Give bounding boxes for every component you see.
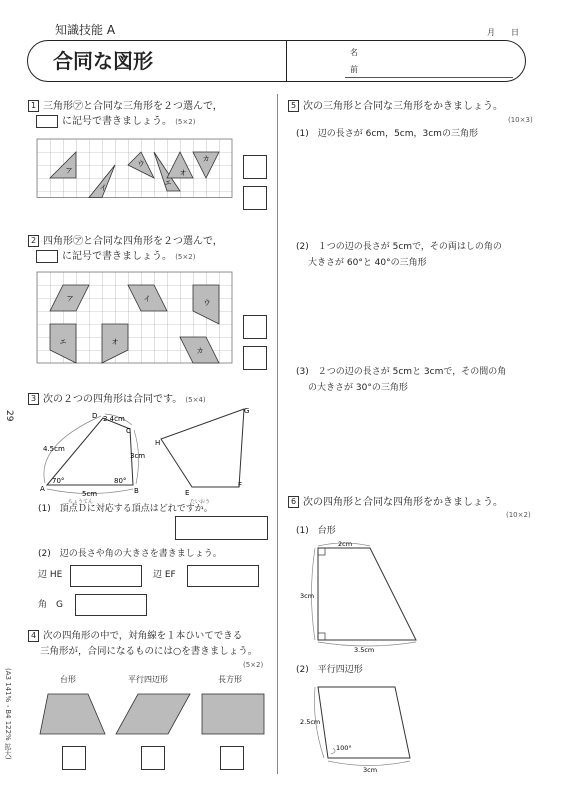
q2-label-f: カ — [196, 347, 204, 355]
q6-number: 6 — [288, 496, 299, 508]
q1-label-e: オ — [179, 169, 187, 177]
q6-para-side-len: 2.5cm — [300, 718, 321, 726]
q3-len-cb: 3cm — [130, 452, 146, 460]
q3-ruby-chou: ちょうてん — [68, 499, 94, 505]
q3-g-answer[interactable] — [75, 594, 147, 616]
q2-label-e: オ — [111, 338, 119, 346]
q3-ang-a: 70° — [52, 477, 65, 485]
q6-points: (10×2) — [506, 511, 531, 519]
q5-sub3-line1: (3) ２つの辺の長さが 5cmと 3cmで，その間の角 — [296, 367, 507, 377]
page-title: 合同な図形 — [53, 49, 153, 73]
q3-len-ad: 4.5cm — [43, 445, 65, 453]
q3-sub1-answer[interactable] — [175, 516, 268, 540]
q3-figure — [30, 405, 280, 500]
q5-sub1: (1) 辺の長さが 6cm，5cm，3cmの三角形 — [296, 129, 478, 139]
q3-label-d: D — [92, 412, 98, 420]
q6-right-angle-top — [318, 548, 325, 555]
q3-he-label: 辺 HE — [38, 570, 63, 580]
q3-len-dc: 2.4cm — [103, 415, 125, 423]
q5-text: 5 次の三角形と合同な三角形をかきましょう。 — [288, 100, 503, 112]
q1-label-a: ア — [65, 167, 73, 175]
q2-grid-figure — [37, 272, 232, 367]
q5-sub3-line2: の大きさが 30°の三角形 — [308, 383, 408, 393]
q3-g-label: 角 G — [38, 600, 63, 610]
q3-sub1: (1) 頂点Ｄに対応する頂点はどれですか。 — [38, 504, 213, 514]
q3-label-a: A — [40, 485, 45, 493]
q5-sub2-line1: (2) １つの辺の長さが 5cmで，その両はしの角の — [296, 242, 502, 252]
q3-label-f: F — [238, 481, 243, 489]
q3-number: 3 — [28, 393, 39, 405]
q1-answer-box-2[interactable] — [243, 186, 267, 210]
q6-parallelogram-figure — [300, 682, 430, 777]
q1-number: 1 — [28, 100, 39, 112]
q4-answer-rectangle[interactable] — [220, 746, 244, 770]
q3-label-h: H — [155, 439, 161, 447]
q1-text-line1: 1 三角形㋐と合同な三角形を２つ選んで， — [28, 100, 223, 112]
q3-ang-b: 80° — [114, 477, 127, 485]
series-label: 知識技能 A — [55, 23, 116, 37]
day-label: 日 — [511, 28, 519, 37]
q2-example-box — [36, 250, 58, 263]
q4-rectangle — [202, 694, 264, 734]
q4-number: 4 — [28, 630, 39, 642]
q3-label-e: E — [185, 489, 190, 497]
q6-sub2: (2) 平行四辺形 — [296, 665, 363, 675]
q1-grid-figure — [37, 139, 232, 199]
q5-sub2-line2: 大きさが 60°と 40°の三角形 — [308, 258, 427, 268]
print-note: (A3 141%・B4 122% 拡大) — [4, 668, 12, 760]
q6-trap-left-len: 3cm — [300, 592, 315, 600]
q2-label-b: イ — [143, 295, 151, 303]
q5-points: (10×3) — [508, 116, 533, 124]
q2-text-line1: 2 四角形㋐と合同な四角形を２つ選んで， — [28, 235, 223, 247]
q2-answer-box-2[interactable] — [243, 346, 267, 370]
q3-he-answer[interactable] — [70, 565, 142, 587]
name-label-top: 名 — [350, 48, 358, 57]
q3-label-c: C — [126, 427, 131, 435]
q4-trapezoid — [40, 694, 105, 734]
q2-label-c: ウ — [203, 299, 211, 307]
q1-text-line2: に記号で書きましょう。 (5×2) — [62, 116, 196, 127]
q6-para-arc-bottom — [328, 761, 410, 766]
q2-label-a: ア — [66, 295, 74, 303]
q2-text-line2: に記号で書きましょう。 (5×2) — [62, 251, 196, 262]
q3-text: 3 次の２つの四角形は合同です。 (5×4) — [28, 393, 206, 405]
q1-label-b: イ — [99, 184, 107, 192]
q4-label-trapezoid: 台形 — [60, 675, 76, 684]
q6-trapezoid — [318, 548, 416, 640]
q2-answer-box-1[interactable] — [243, 315, 267, 339]
q6-parallelogram — [318, 687, 410, 758]
q6-para-bottom-len: 3cm — [363, 766, 378, 774]
month-label: 月 — [487, 28, 495, 37]
q1-answer-box-1[interactable] — [243, 155, 267, 179]
q6-sub1: (1) 台形 — [296, 526, 336, 536]
q4-text-line1: 4 次の四角形の中で，対角線を１本ひいてできる — [28, 630, 242, 642]
q6-para-angle-arc — [331, 748, 335, 754]
q4-answer-parallelogram[interactable] — [141, 746, 165, 770]
name-line — [345, 77, 513, 78]
q3-label-b: B — [134, 487, 139, 495]
q2-label-d: エ — [59, 338, 67, 346]
q2-number: 2 — [28, 235, 39, 247]
title-divider — [286, 40, 287, 82]
q6-trap-bottom-len: 3.5cm — [354, 646, 375, 654]
name-label-bottom: 前 — [350, 65, 358, 74]
q4-points: (5×2) — [243, 661, 264, 669]
q1-label-c: ウ — [137, 160, 145, 168]
q4-answer-trapezoid[interactable] — [62, 746, 86, 770]
q5-number: 5 — [288, 100, 299, 112]
q6-trapezoid-figure — [300, 540, 430, 654]
q4-label-parallelogram: 平行四辺形 — [128, 675, 168, 684]
q4-parallelogram — [116, 694, 190, 734]
q3-ef-label: 辺 EF — [153, 570, 176, 580]
q6-right-angle-bottom — [318, 633, 325, 640]
q4-shapes — [40, 694, 270, 739]
q3-len-ab: 5cm — [82, 490, 98, 498]
q3-ef-answer[interactable] — [187, 565, 259, 587]
q4-text-line2: 三角形が，合同になるものには○を書きましょう。 — [40, 646, 258, 657]
q1-label-d: エ — [164, 179, 172, 187]
q6-text: 6 次の四角形と合同な四角形をかきましょう。 — [288, 496, 503, 508]
q6-para-angle: 100° — [336, 744, 352, 752]
q1-label-f: カ — [202, 155, 210, 163]
q3-ruby-taiou: たいおう — [190, 499, 211, 505]
q6-trap-top-len: 2cm — [338, 540, 353, 548]
q4-label-rectangle: 長方形 — [218, 675, 242, 684]
q1-example-box — [36, 115, 58, 128]
q3-sub2: (2) 辺の長さや角の大きさを書きましょう。 — [38, 549, 222, 559]
q3-quad-efgh — [161, 409, 244, 487]
q3-label-g: G — [244, 407, 250, 415]
page-number: 29 — [4, 410, 14, 422]
